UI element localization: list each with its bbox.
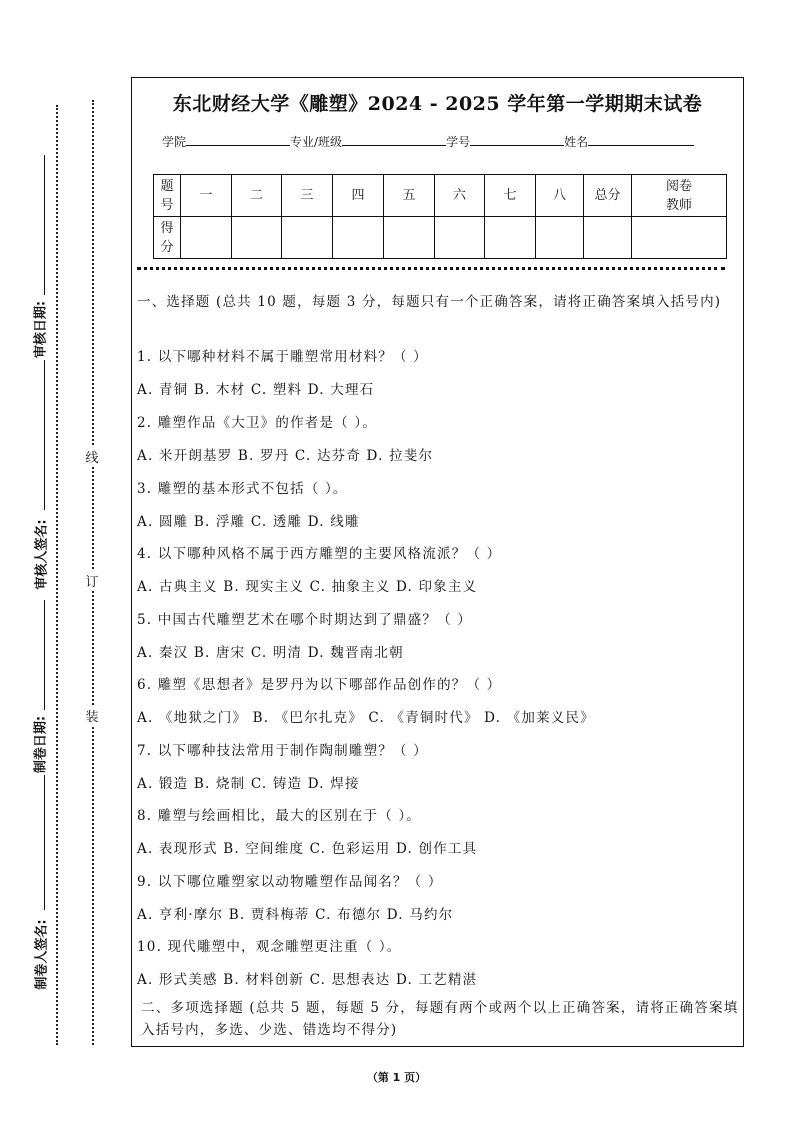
question-10: 10. 现代雕塑中，观念雕塑更注重（ ）。 [137,939,402,955]
question-6: 6. 雕塑《思想者》是罗丹为以下哪部作品创作的？（ ） [137,677,502,693]
question-7: 7. 以下哪种技法常用于制作陶制雕塑？（ ） [137,743,428,759]
header-cell-total: 总分 [584,175,632,217]
score-cell-grader[interactable] [632,217,727,259]
prep-date-label: 制卷日期: [33,715,49,774]
student-id-label: 学号 [446,135,471,149]
options-7: A. 锻造 B. 烧制 C. 铸造 D. 焊接 [137,776,360,792]
binding-char-xian: 线 [84,447,100,466]
score-cell-2[interactable] [232,217,282,259]
preparer-sign-line [44,775,45,910]
score-cell-8[interactable] [536,217,584,259]
exam-title: 东北财经大学《雕塑》2024 - 2025 学年第一学期期末试卷 [172,93,703,115]
score-cell-5[interactable] [384,217,435,259]
question-1: 1. 以下哪种材料不属于雕塑常用材料？（ ） [137,349,428,365]
question-5: 5. 中国古代雕塑艺术在哪个时期达到了鼎盛？（ ） [137,612,472,628]
major-class-label: 专业/班级 [290,135,343,149]
name-label: 姓名 [564,135,589,149]
name-field[interactable] [588,133,694,146]
question-8: 8. 雕塑与绘画相比，最大的区别在于（ ）。 [137,808,422,824]
question-3: 3. 雕塑的基本形式不包括（ ）。 [137,481,348,497]
options-3: A. 圆雕 B. 浮雕 C. 透雕 D. 线雕 [137,514,360,530]
page-number: （第 1 页） [366,1071,427,1084]
major-class-field[interactable] [342,133,446,146]
college-field[interactable] [186,133,290,146]
score-cell-7[interactable] [485,217,536,259]
score-cell-4[interactable] [333,217,384,259]
question-9: 9. 以下哪位雕塑家以动物雕塑作品闻名？（ ） [137,874,443,890]
options-1: A. 青铜 B. 木材 C. 塑料 D. 大理石 [137,382,375,398]
question-4: 4. 以下哪种风格不属于西方雕塑的主要风格流派？（ ） [137,546,502,562]
score-cell-3[interactable] [282,217,333,259]
reviewer-sign-line [44,360,45,510]
score-table [153,174,727,259]
header-cell-8: 八 [536,175,584,217]
score-cell-1[interactable] [181,217,232,259]
review-date-label: 审核日期: [33,300,49,359]
header-cell-1: 一 [181,175,232,217]
section-divider-dotted [137,267,725,270]
question-2: 2. 雕塑作品《大卫》的作者是（ ）。 [137,415,378,431]
header-cell-2: 二 [232,175,282,217]
score-table-score-row [154,217,727,259]
preparer-sign-label: 制卷人签名: [34,919,50,990]
binding-char-zhuang: 装 [84,706,100,725]
header-cell-grader: 阅卷教师 [632,175,727,217]
reviewer-sign-label: 审核人签名: [34,519,50,590]
left-dotted-line [56,105,58,1045]
student-info-row [162,133,694,150]
score-table-header-row [154,175,727,217]
prep-date-line [44,600,45,710]
college-label: 学院 [162,135,187,149]
row-label-score: 得分 [154,217,181,259]
options-8: A. 表现形式 B. 空间维度 C. 色彩运用 D. 创作工具 [137,841,478,857]
header-cell-question-no: 题号 [154,175,181,217]
options-2: A. 米开朗基罗 B. 罗丹 C. 达芬奇 D. 拉斐尔 [137,448,434,464]
header-cell-7: 七 [485,175,536,217]
section2-heading: 二、多项选择题 (总共 5 题，每题 5 分，每题有两个或两个以上正确答案，请将正确答案填入括号内，多选、少选、错选均不得分) [141,1000,739,1038]
student-id-field[interactable] [470,133,564,146]
binding-char-ding: 订 [84,571,100,590]
score-cell-total[interactable] [584,217,632,259]
header-cell-5: 五 [384,175,435,217]
exam-frame [131,77,744,1047]
options-5: A. 秦汉 B. 唐宋 C. 明清 D. 魏晋南北朝 [137,645,404,661]
header-cell-4: 四 [333,175,384,217]
options-9: A. 亨利·摩尔 B. 贾科梅蒂 C. 布德尔 D. 马约尔 [137,907,454,923]
options-10: A. 形式美感 B. 材料创新 C. 思想表达 D. 工艺精湛 [137,972,478,988]
score-cell-6[interactable] [435,217,485,259]
section1-heading: 一、选择题 (总共 10 题，每题 3 分，每题只有一个正确答案，请将正确答案填入括号内) [137,294,722,310]
header-cell-6: 六 [435,175,485,217]
options-6: A. 《地狱之门》 B. 《巴尔扎克》 C. 《青铜时代》 D. 《加莱义民》 [137,710,595,726]
review-date-line [44,155,45,295]
header-cell-3: 三 [282,175,333,217]
options-4: A. 古典主义 B. 现实主义 C. 抽象主义 D. 印象主义 [137,579,478,595]
